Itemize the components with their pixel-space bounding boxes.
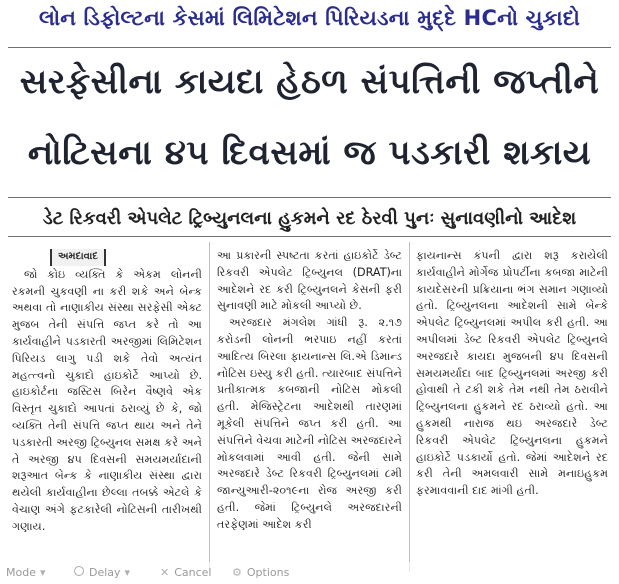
rule-subhead-top [8,197,611,198]
kicker-line: લોન ડિફોલ્ટના કેસમાં લિમિટેશન પિરિયડના મુદ્દે HCનો ચુકાદો [38,6,581,30]
gear-icon: ⚙ [232,566,242,579]
column-divider-2 [409,242,410,572]
mode-label: Mode [6,566,36,579]
column-2-paragraph-1 [217,248,402,315]
rule-top [8,47,611,48]
mode-button[interactable] [6,566,51,579]
cancel-button[interactable] [160,566,211,579]
chevron-down-icon: ▾ [124,566,131,579]
column-2-text-2: અરજદાર મંગલેશ ગાંધી રૂ. ૨.૧૭ કરોડની લોનની ભરપાઇ નહીં કરતાં આદિત્ય બિરલા ફાયનાન્સ લિ.એ ડિમાન્ડ નોટિસ ઇસ્યુ કરી હતી. ત્યારબાદ સંપત્તિને પ્રતીકાત્મક કબજાની નોટિસ મોકલી હતી. મેજિસ્ટ્રેટના આદેશથી તારણમાં મૂકેલી સંપત્તિને જપ્ત કરી હતી. આ સંપત્તિને વેચવા માટેની નોટિસ અરજદારને મોકલવામાં આવી હતી. જેની સામે અરજદારે ડેબ્ટ રિકવરી ટ્રિબ્યુનલમાં ૮મી જાન્યુઆરી-૨૦૧૯ના રોજ અરજી કરી હતી. જેમાં ટ્રિબ્યુનલે અરજદારની તરફેણમાં આદેશ કરી [217,316,402,531]
column-1-paragraph-1 [12,267,202,536]
delay-label: Delay [89,566,121,579]
rule-subhead-bottom [8,236,611,237]
cancel-label: Cancel [174,566,212,579]
article-column-2 [217,248,402,534]
clock-icon [74,566,84,579]
options-button[interactable] [232,566,289,579]
column-1-text: જો કોઇ વ્યક્તિ કે એકમ લોનની રકમની ચુકવણી ના કરી શકે અને બેન્ક અથવા તો નાણાકીય સંસ્થા સરફેસી એક્ટ મુજબ તેની સંપત્તિ જપ્ત કરે તો આ કાર્યવાહીને પડકારતી અરજીમાં લિમિટેશન પિરિયડ લાગુ પડી શકે તેવો અત્યંત મહત્ત્વનો ચુકાદો હાઇકોર્ટે આપ્યો છે. હાઇકોર્ટના જસ્ટિસ બિરેન વૈષ્ણવે એક વિસ્તૃત ચુકાદો આપતાં ઠરાવ્યું છે કે, જો વ્યક્તિ તેની સંપત્તિ જપ્ત થાય અને તેને પડકારતી અરજી ટ્રિબ્યુનલ સમક્ષ કરે અને તે અરજી ૪૫ દિવસની સમયમર્યાદાની શરૂઆત બેન્ક કે નાણાકીય સંસ્થા દ્વારા થયેલી કાર્યવાહીના છેલ્લા તબક્કે એટલે કે વેચાણ અંગે ફટકારેલી નોટિસની તારીખથી ગણાય. [12,267,202,533]
chevron-down-icon: ▾ [39,566,46,579]
column-3-text: ફાયનાન્સ કંપની દ્વારા શરૂ કરાયેલી કાર્યવાહીને મોર્ગેજ પ્રોપર્ટીના કબજા માટેની કાયદેસરની પ્રક્રિયાના ભંગ સમાન ગણાવ્યો હતો. ટ્રિબ્યુનલના આદેશની સામે બેન્કે એપલેટ ટ્રિબ્યુનલમાં અપીલ કરી હતી. આ અપીલમાં ડેબ્ટ રિકવરી એપલેટ ટ્રિબ્યુનલે અરજદારે કાયદા મુજબની ૪૫ દિવસની સમયમર્યાદા બાદ ટ્રિબ્યુનલમાં અરજી કરી હોવાથી તે ટકી શકે તેમ નથી તેમ ઠરાવીને ટ્રિબ્યુનલના હુકમને રદ ઠરાવ્યો હતો. આ હુકમથી નારાજ થઇ અરજદારે ડેબ્ટ રિકવરી એપલેટ ટ્રિબ્યુનલના હુકમને હાઇકોર્ટે પડકાર્યો હતો. જેમાં આદેશને રદ કરી તેની અમલવારી સામે મનાઇહુકમ ફરમાવવાની દાદ માંગી હતી. [416,249,608,498]
column-divider-1 [209,242,210,572]
close-icon: ✕ [160,566,170,579]
subheadline: ડેટ રિકવરી એપલેટ ટ્રિબ્યુનલના હુકમને રદ ઠેરવી પુનઃ સુનાવણીનો આદેશ [42,208,577,229]
column-3-paragraph-1 [416,248,608,500]
article-column-3 [416,248,608,500]
headline-line-1: સરફેસીના કાયદા હેઠળ સંપત્તિની જપ્તીને [19,62,600,102]
options-label: Options [246,566,290,579]
delay-button[interactable] [74,566,135,579]
column-2-paragraph-2 [217,315,402,533]
article-column-1 [12,248,202,536]
snip-toolbar-overlay [0,562,619,584]
headline-line-2: નોટિસના ૪૫ દિવસમાં જ પડકારી શકાય [27,133,592,173]
dateline: અમદાવાદ [50,249,106,266]
column-2-text-1: આ પ્રકારની સ્પષ્ટતા કરતાં હાઇકોર્ટે ડેબ્ટ રિકવરી એપલેટ ટ્રિબ્યુનલ (DRAT)ના આદેશને રદ કરી ટ્રિબ્યુનલને કેસની ફરી સુનાવણી માટે મોકલી આપ્યો છે. [217,249,402,313]
